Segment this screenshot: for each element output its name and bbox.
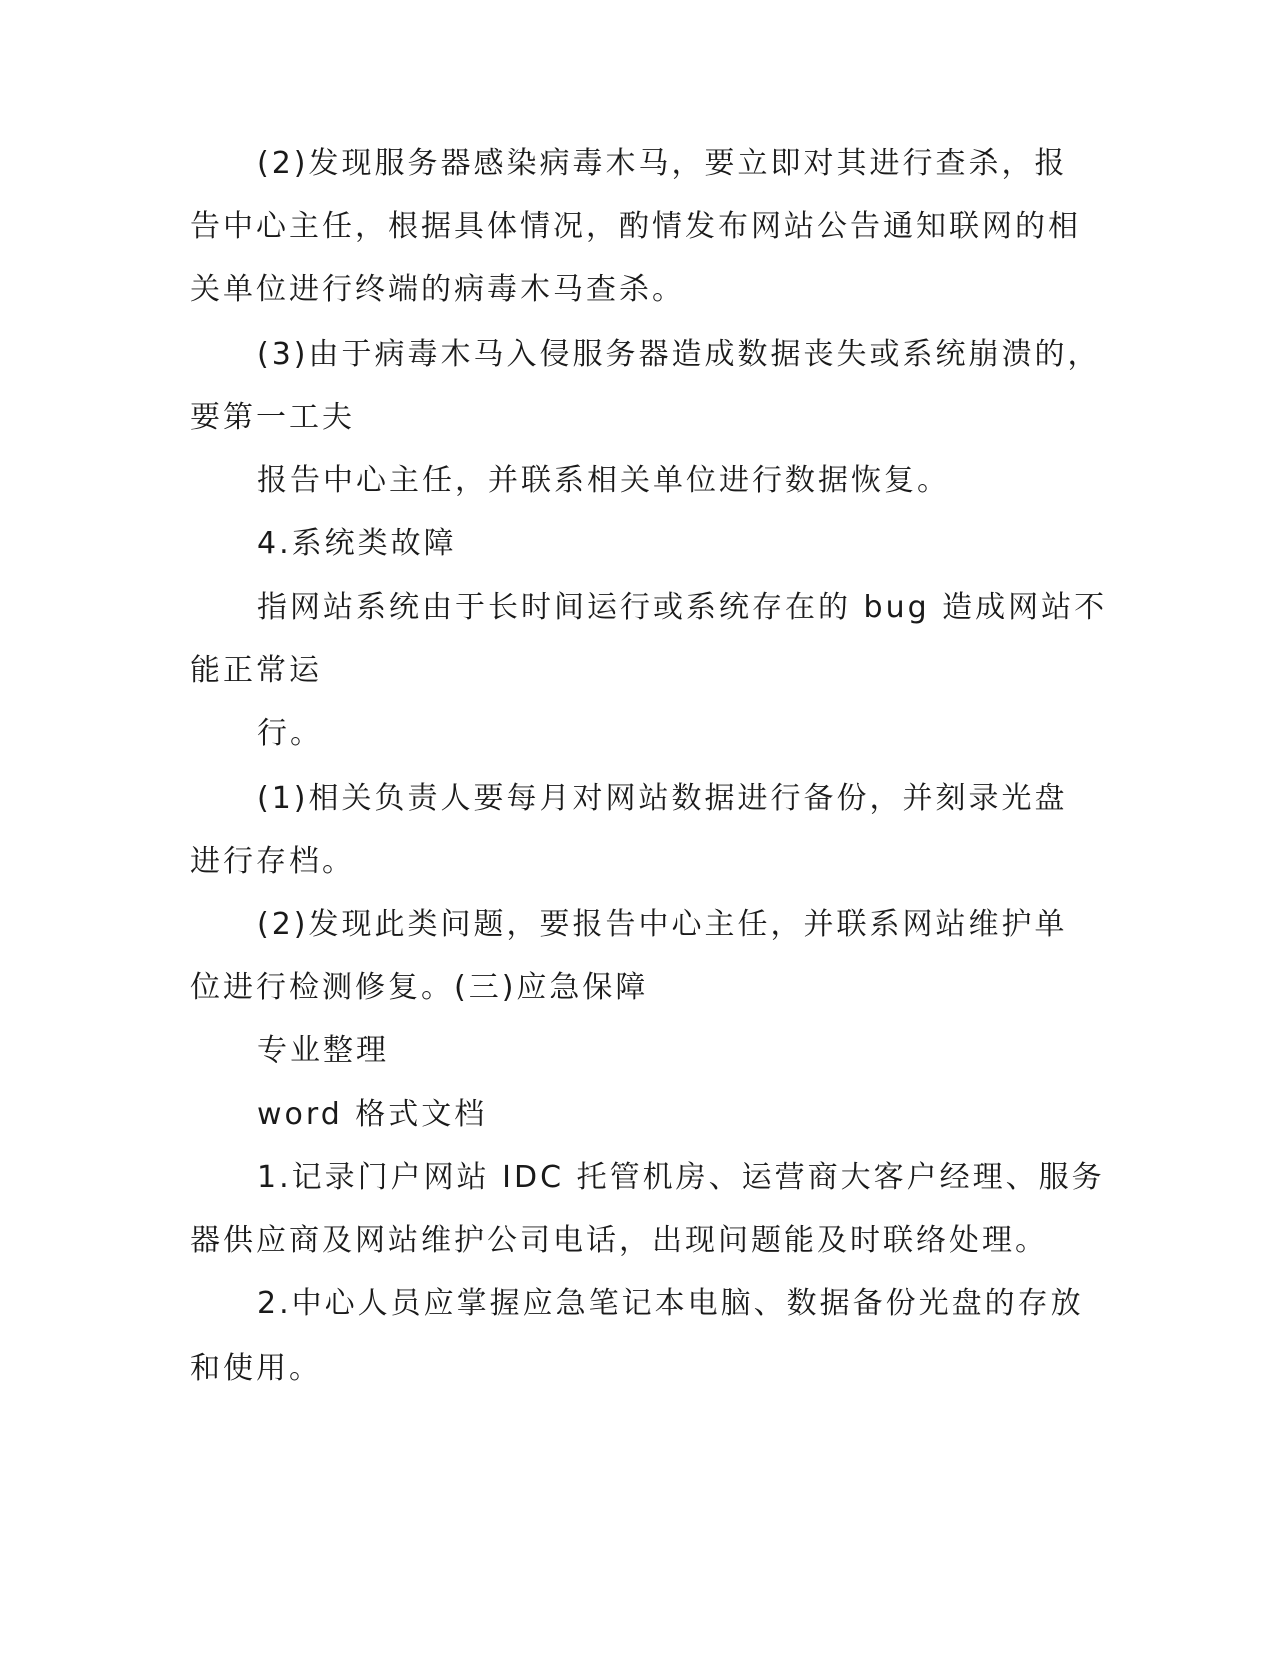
paragraph-line-9: 能正常运 <box>190 653 322 688</box>
paragraph-line-18: 器供应商及网站维护公司电话，出现问题能及时联络处理。 <box>190 1223 1048 1258</box>
paragraph-line-1: (2)发现服务器感染病毒木马，要立即对其进行查杀，报 <box>257 146 1068 181</box>
paragraph-line-17: 1.记录门户网站 IDC 托管机房、运营商大客户经理、服务 <box>257 1160 1105 1195</box>
paragraph-line-4: (3)由于病毒木马入侵服务器造成数据丧失或系统崩溃的， <box>257 337 1101 372</box>
paragraph-line-2: 告中心主任，根据具体情况，酌情发布网站公告通知联网的相 <box>190 209 1081 244</box>
paragraph-line-5: 要第一工夫 <box>190 400 355 435</box>
paragraph-line-10: 行。 <box>257 716 323 751</box>
paragraph-line-12: 进行存档。 <box>190 844 355 879</box>
paragraph-line-6: 报告中心主任，并联系相关单位进行数据恢复。 <box>257 463 950 498</box>
footer-note-professional: 专业整理 <box>257 1033 389 1068</box>
paragraph-line-20: 和使用。 <box>190 1351 322 1386</box>
paragraph-line-3: 关单位进行终端的病毒木马查杀。 <box>190 272 685 307</box>
paragraph-line-11: (1)相关负责人要每月对网站数据进行备份，并刻录光盘 <box>257 781 1068 816</box>
paragraph-line-13: (2)发现此类问题，要报告中心主任，并联系网站维护单 <box>257 907 1068 942</box>
paragraph-line-19: 2.中心人员应掌握应急笔记本电脑、数据备份光盘的存放 <box>257 1286 1084 1321</box>
paragraph-line-8: 指网站系统由于长时间运行或系统存在的 bug 造成网站不 <box>257 590 1108 625</box>
section-heading-system-faults: 4.系统类故障 <box>257 526 457 561</box>
paragraph-line-14: 位进行检测修复。(三)应急保障 <box>190 970 649 1005</box>
footer-note-word-format: word 格式文档 <box>257 1097 488 1132</box>
